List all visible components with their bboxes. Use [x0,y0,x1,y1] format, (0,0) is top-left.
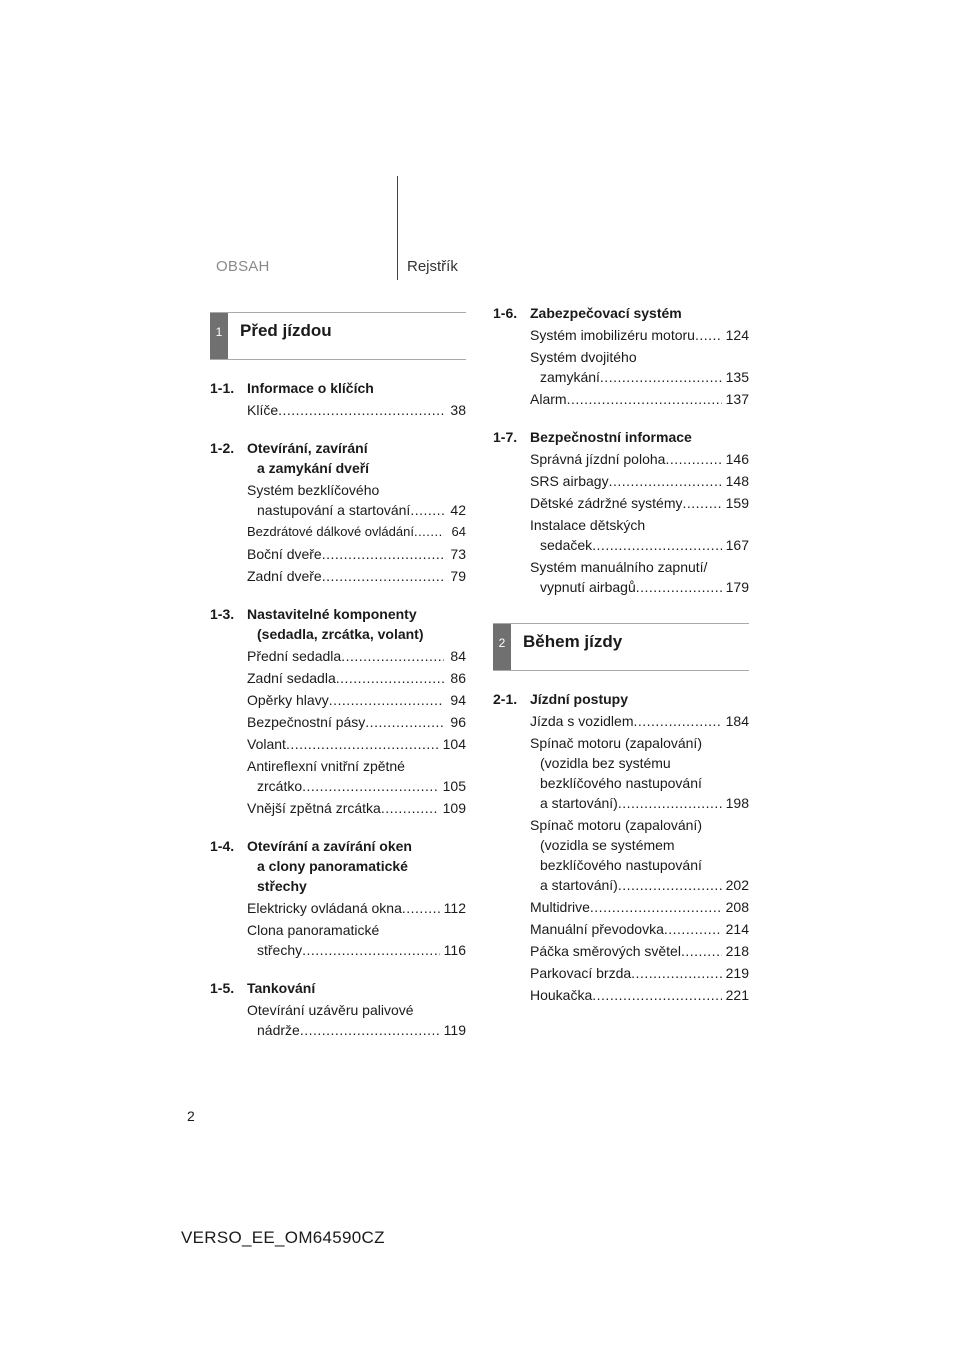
entry-page-number: 202 [725,877,749,893]
section-heading[interactable] [210,836,466,896]
entry-title: Přední sedadla [247,648,342,664]
toc-entry[interactable] [247,668,466,688]
toc-entry[interactable] [247,1000,466,1040]
entry-row [247,1020,466,1040]
dot-leader [636,577,722,597]
section-title [530,427,749,447]
section-heading[interactable] [210,978,466,998]
dot-leader [567,389,722,409]
entry-row [530,449,749,469]
entry-row [530,897,749,917]
entry-row [247,940,466,960]
dot-leader [302,776,439,796]
toc-section [210,978,466,1040]
dot-leader [322,544,444,564]
section-title-line: Informace o klíčích [247,380,374,396]
entry-page-number: 159 [725,495,749,511]
dot-leader [631,963,721,983]
toc-entry[interactable] [530,941,749,961]
dot-leader [609,471,722,491]
toc-entry[interactable] [247,544,466,564]
dot-leader [414,522,444,542]
section-title-line: a clony panoramatické [257,858,408,874]
section-title-line: Otevírání a zavírání oken [247,838,412,854]
entry-title: Správná jízdní poloha [530,451,666,467]
dot-leader [600,367,722,387]
chapter-number-tab: 2 [493,624,511,670]
chapter-number-tab: 1 [210,313,228,359]
section-title [247,978,466,998]
entry-title-line: Spínač motoru (zapalování) [530,735,702,751]
toc-section [493,303,749,409]
toc-entry[interactable] [247,734,466,754]
section-title [247,604,466,644]
entry-page-number: 73 [450,546,466,562]
nav-divider [397,176,398,280]
entry-page-number: 146 [725,451,749,467]
entry-page-number: 116 [443,942,466,958]
entry-title-line: Instalace dětských [530,517,646,533]
chapter-title: Před jízdou [240,321,332,340]
entry-title: Zadní sedadla [247,670,336,686]
toc-entry[interactable] [530,815,749,895]
section-title-line: Jízdní postupy [530,691,628,707]
section-title [247,378,466,398]
entry-row [530,577,749,597]
toc-entry[interactable] [530,449,749,469]
entry-title: Systém imobilizéru motoru [530,327,695,343]
section-number: 1-4. [210,838,235,854]
toc-entry[interactable] [247,400,466,420]
section-title-line: Tankování [247,980,316,996]
entry-page-number: 221 [725,987,749,1003]
entry-row [247,566,466,586]
entry-title: vypnutí airbagů [540,579,636,595]
entry-row [247,668,466,688]
nav-contents-link[interactable]: OBSAH [216,258,270,275]
entry-title: zrcátko [257,778,303,794]
toc-entry[interactable] [247,756,466,796]
dot-leader [590,897,722,917]
dot-leader [665,449,721,469]
toc-entry[interactable] [247,566,466,586]
entry-page-number: 148 [725,473,749,489]
chapter-header-2[interactable] [493,623,749,671]
toc-entry[interactable] [530,985,749,1005]
entry-title: a startování) [540,877,618,893]
section-title [530,303,749,323]
toc-section [493,689,749,1005]
entry-title: Páčka směrových světel [530,943,681,959]
entry-row [530,711,749,731]
entry-page-number: 104 [442,736,466,752]
dot-leader [618,793,722,813]
entry-page-number: 112 [443,900,466,916]
entry-title: nádrže [257,1022,300,1038]
entry-title: a startování) [540,795,618,811]
entry-row [530,493,749,513]
entry-title-line: Systém bezklíčového [247,482,380,498]
entry-title: nastupování a startování [257,502,411,518]
toc-section [210,378,466,420]
entry-title: Opěrky hlavy [247,692,329,708]
toc-sections [210,378,466,1040]
dot-leader [592,535,721,555]
entry-row [530,985,749,1005]
entry-page-number: 198 [725,795,749,811]
dot-leader [365,712,444,732]
section-title-line: střechy [257,878,307,894]
entry-page-number: 179 [725,579,749,595]
entry-page-number: 214 [725,921,749,937]
toc-sections [493,689,749,1005]
entry-title-line: bezklíčového nastupování [540,775,702,791]
toc-section [210,438,466,586]
toc-entry[interactable] [530,325,749,345]
entry-row [530,963,749,983]
entry-page-number: 109 [442,800,466,816]
entry-title: SRS airbagy [530,473,609,489]
dot-leader [336,668,444,688]
section-title [247,438,466,478]
section-number: 1-6. [493,305,518,321]
entry-row [530,875,749,895]
toc-entry[interactable] [247,646,466,666]
toc-entry[interactable] [530,733,749,813]
chapter-title: Během jízdy [523,632,623,651]
section-title-line: Bezpečnostní informace [530,429,692,445]
entry-row [247,798,466,818]
section-title [247,836,466,896]
entry-title: zamykání [540,369,600,385]
entry-page-number: 79 [450,568,466,584]
entry-title-line: Clona panoramatické [247,922,380,938]
dot-leader [633,711,721,731]
entry-title: Multidrive [530,899,590,915]
entry-title-line: Systém manuálního zapnutí/ [530,559,708,575]
dot-leader [322,566,444,586]
section-number: 1-7. [493,429,518,445]
toc-column-left [210,312,466,1040]
entry-page-number: 219 [725,965,749,981]
dot-leader [402,898,440,918]
toc-entry[interactable] [530,897,749,917]
dot-leader [410,500,444,520]
section-number: 1-5. [210,980,235,996]
entry-page-number: 167 [725,537,749,553]
entry-title: Jízda s vozidlem [530,713,634,729]
dot-leader [278,400,444,420]
chapter-header-1[interactable] [210,312,466,360]
toc-entry[interactable] [247,522,466,542]
section-number: 1-3. [210,606,235,622]
section-heading[interactable] [210,604,466,644]
toc-column-right [493,303,749,1005]
entry-row [530,367,749,387]
entry-title: Alarm [530,391,567,407]
toc-entry[interactable] [530,919,749,939]
entry-row [247,712,466,732]
entry-title: Bezdrátové dálkové ovládání [247,524,414,539]
entry-title: Klíče [247,402,279,418]
toc-entry[interactable] [247,690,466,710]
dot-leader [302,940,440,960]
entry-page-number: 218 [725,943,749,959]
entry-page-number: 184 [725,713,749,729]
section-number: 1-1. [210,380,235,396]
section-heading[interactable] [493,689,749,709]
entry-row [530,919,749,939]
entry-title-line: (vozidla bez systému [540,755,671,771]
entry-row [530,325,749,345]
entry-row [530,535,749,555]
entry-title-line: Otevírání uzávěru palivové [247,1002,414,1018]
toc-section [210,836,466,960]
section-title-line: (sedadla, zrcátka, volant) [257,626,424,642]
entry-row [530,793,749,813]
entry-page-number: 119 [443,1022,466,1038]
toc-entry[interactable] [530,557,749,597]
entry-title-line: bezklíčového nastupování [540,857,702,873]
entry-title-line: Spínač motoru (zapalování) [530,817,702,833]
section-heading[interactable] [493,427,749,447]
dot-leader [664,919,722,939]
toc-entry[interactable] [247,798,466,818]
entry-row [247,500,466,520]
entry-title: Manuální převodovka [530,921,664,937]
section-title-line: Otevírání, zavírání [247,440,368,456]
toc-entry[interactable] [530,515,749,555]
entry-title: Bezpečnostní pásy [247,714,366,730]
entry-title: sedaček [540,537,593,553]
entry-page-number: 137 [725,391,749,407]
toc-entry[interactable] [530,493,749,513]
entry-title: Parkovací brzda [530,965,632,981]
entry-page-number: 105 [442,778,466,794]
entry-page-number: 86 [450,670,466,686]
section-title-line: Nastavitelné komponenty [247,606,417,622]
entry-row [247,776,466,796]
toc-entry[interactable] [247,480,466,520]
entry-title: Zadní dveře [247,568,322,584]
toc-entry[interactable] [530,389,749,409]
entry-page-number: 208 [725,899,749,915]
entry-title: Houkačka [530,987,593,1003]
toc-section [210,604,466,818]
entry-row [530,389,749,409]
entry-row [247,734,466,754]
entry-page-number: 38 [450,402,466,418]
entry-row [247,544,466,564]
section-title-line: Zabezpečovací systém [530,305,682,321]
entry-page-number: 94 [450,692,466,708]
toc-entry[interactable] [247,898,466,918]
entry-title: Volant [247,736,286,752]
entry-row [247,400,466,420]
entry-page-number: 124 [725,327,749,343]
entry-page-number: 64 [451,524,466,539]
dot-leader [329,690,444,710]
entry-title: Dětské zádržné systémy [530,495,683,511]
section-heading[interactable] [210,438,466,478]
toc-entry[interactable] [247,712,466,732]
dot-leader [683,493,722,513]
dot-leader [618,875,722,895]
entry-row [530,471,749,491]
section-title [530,689,749,709]
entry-row [530,941,749,961]
section-number: 1-2. [210,440,235,456]
dot-leader [592,985,721,1005]
dot-leader [286,734,439,754]
toc-entry[interactable] [247,920,466,960]
toc-entry[interactable] [530,711,749,731]
toc-entry[interactable] [530,963,749,983]
toc-entry[interactable] [530,471,749,491]
toc-entry[interactable] [530,347,749,387]
entry-row [247,690,466,710]
dot-leader [341,646,444,666]
document-code: VERSO_EE_OM64590CZ [181,1228,385,1247]
toc-sections [493,303,749,597]
entry-title: střechy [257,942,303,958]
entry-row [247,898,466,918]
entry-page-number: 42 [450,502,466,518]
section-number: 2-1. [493,691,518,707]
dot-leader [681,941,722,961]
entry-title-line: (vozidla se systémem [540,837,675,853]
entry-title-line: Antireflexní vnitřní zpětné [247,758,405,774]
toc-section [493,427,749,597]
entry-page-number: 96 [450,714,466,730]
entry-page-number: 135 [725,369,749,385]
dot-leader [381,798,439,818]
dot-leader [300,1020,440,1040]
entry-page-number: 84 [450,648,466,664]
section-heading[interactable] [493,303,749,323]
page-number: 2 [187,1108,195,1124]
entry-title-line: Systém dvojitého [530,349,637,365]
entry-title: Vnější zpětná zrcátka [247,800,381,816]
entry-title: Boční dveře [247,546,322,562]
section-title-line: a zamykání dveří [257,460,370,476]
nav-index-link[interactable]: Rejstřík [407,258,458,275]
entry-row [247,646,466,666]
entry-row [247,522,466,542]
dot-leader [695,325,722,345]
entry-title: Elektricky ovládaná okna [247,900,402,916]
section-heading[interactable] [210,378,466,398]
